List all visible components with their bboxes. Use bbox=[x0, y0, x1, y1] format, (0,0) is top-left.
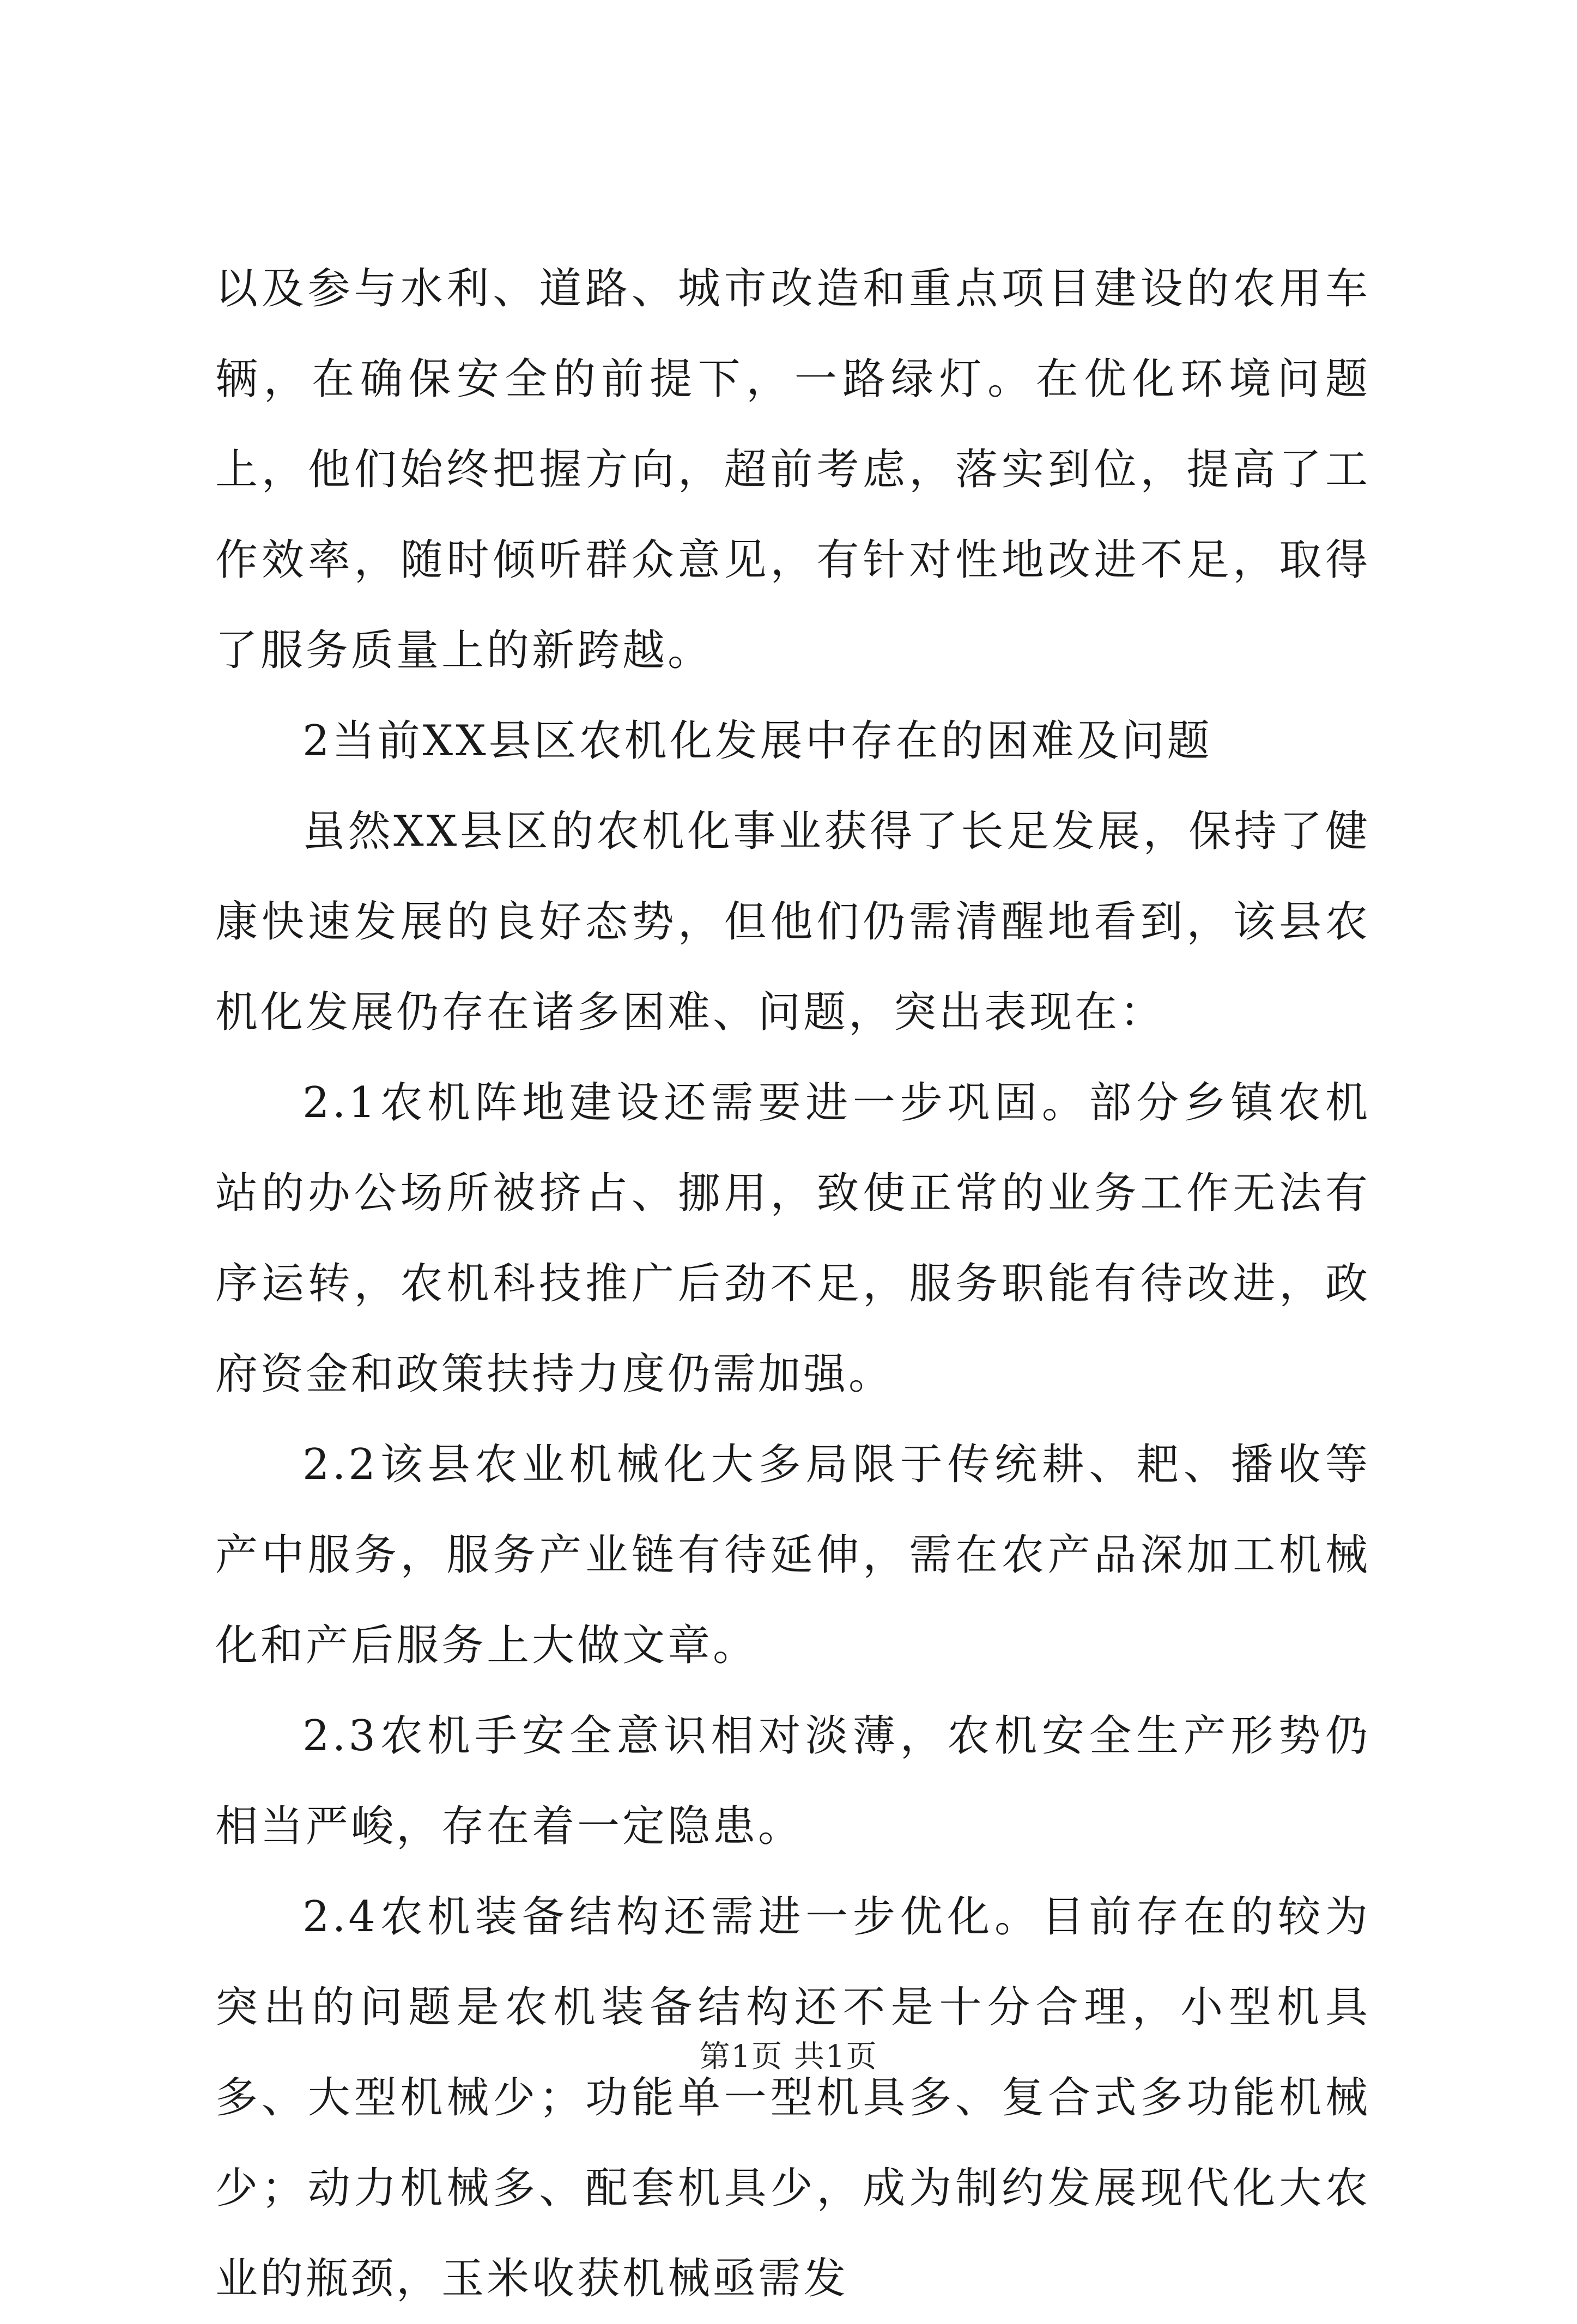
paragraph-item-2-3: 2.3农机手安全意识相对淡薄，农机安全生产形势仍相当严峻，存在着一定隐患。 bbox=[215, 1712, 1370, 1851]
page-number-footer: 第1页 共1页 bbox=[699, 2039, 878, 2074]
paragraph-item-2-2: 2.2该县农业机械化大多局限于传统耕、耙、播收等产中服务，服务产业链有待延伸，需在农产品深加工机械化和产后服务上大做文章。 bbox=[215, 1440, 1370, 1670]
document-body bbox=[215, 244, 1370, 2324]
paragraph-item-2-4: 2.4农机装备结构还需进一步优化。目前存在的较为突出的问题是农机装备结构还不是十分合理，小型机具多、大型机械少；功能单一型机具多、复合式多功能机械少；动力机械多、配套机具少，成为制约发展现代化大农业的瓶颈，玉米收获机械亟需发 bbox=[215, 1892, 1370, 2303]
paragraph-intro: 虽然XX县区的农机化事业获得了长足发展，保持了健康快速发展的良好态势，但他们仍需清醒地看到，该县农机化发展仍存在诸多困难、问题，突出表现在： bbox=[215, 807, 1370, 1037]
section-heading: 2当前XX县区农机化发展中存在的困难及问题 bbox=[302, 717, 1212, 766]
paragraph-item-2-1: 2.1农机阵地建设还需要进一步巩固。部分乡镇农机站的办公场所被挤占、挪用，致使正常的业务工作无法有序运转，农机科技推广后劲不足，服务职能有待改进，政府资金和政策扶持力度仍需加强。 bbox=[215, 1078, 1370, 1399]
paragraph-continuation: 以及参与水利、道路、城市改造和重点项目建设的农用车辆，在确保安全的前提下，一路绿灯。在优化环境问题上，他们始终把握方向，超前考虑，落实到位，提高了工作效率，随时倾听群众意见，有针对性地改进不足，取得了服务质量上的新跨越。 bbox=[215, 264, 1370, 675]
